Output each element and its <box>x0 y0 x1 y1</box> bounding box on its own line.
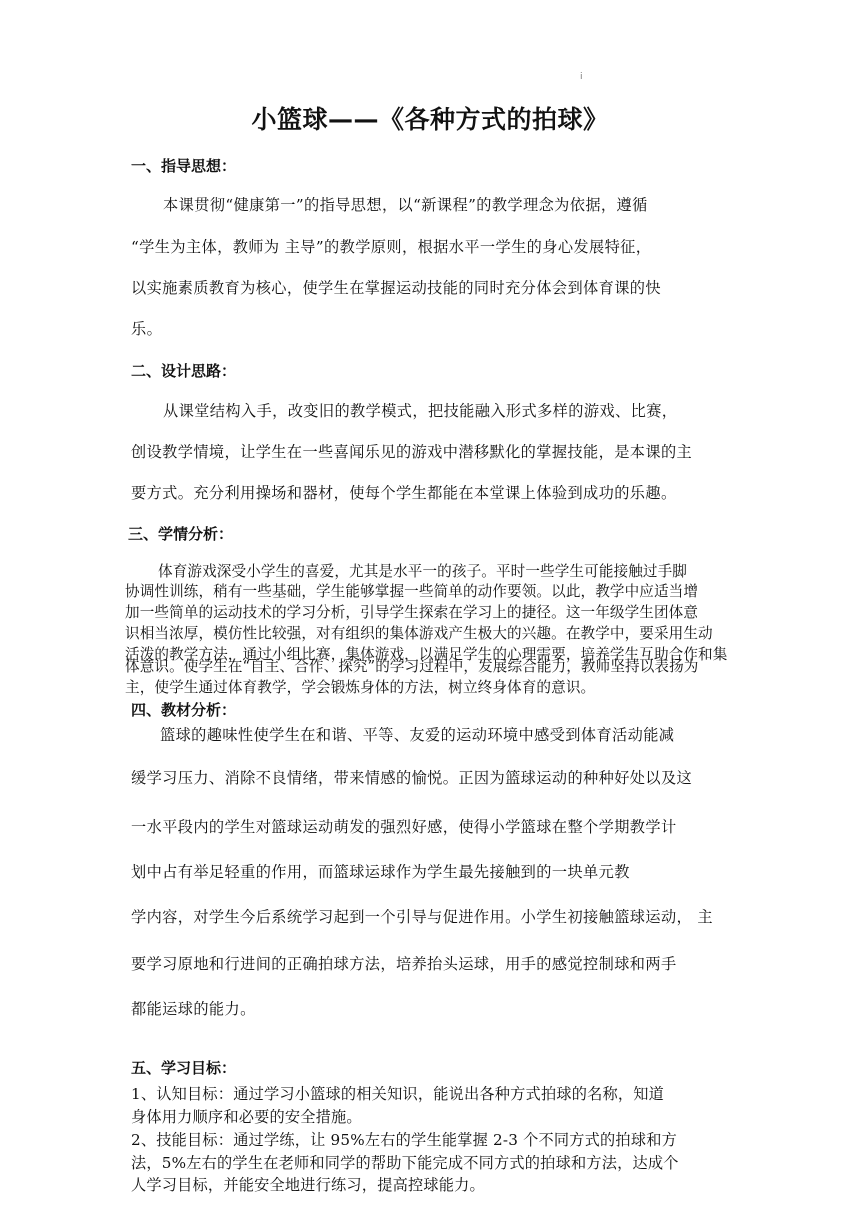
paragraph-line: 要学习原地和行进间的正确拍球方法，培养抬头运球，用手的感觉控制球和两手 <box>131 955 677 973</box>
paragraph-line: 以实施素质教育为核心，使学生在掌握运动技能的同时充分体会到体育课的快 <box>131 279 661 297</box>
paragraph-line: 篮球的趣味性使学生在和谐、平等、友爱的运动环境中感受到体育活动能减 <box>160 726 675 744</box>
paragraph-line: 创设教学情境，让学生在一些喜闻乐见的游戏中潜移默化的掌握技能，是本课的主 <box>131 443 693 461</box>
paragraph-line: 从课堂结构入手，改变旧的教学模式，把技能融入形式多样的游戏、比赛， <box>163 402 678 420</box>
paragraph-line: 学内容，对学生今后系统学习起到一个引导与促进作用。小学生初接触篮球运动， 主 <box>131 908 713 926</box>
section-heading-guiding-thought: 一、指导思想： <box>131 157 237 175</box>
paragraph-line: 识相当浓厚，模仿性比较强，对有组织的集体游戏产生极大的兴趣。在教学中，要采用生动 <box>125 625 713 642</box>
paragraph-line: 协调性训练，稍有一些基础，学生能够掌握一些简单的动作要领。以此，教学中应适当增 <box>125 583 699 600</box>
section-heading-material-analysis: 四、教材分析： <box>131 701 237 719</box>
goal-line: 身体用力顺序和必要的安全措施。 <box>131 1108 362 1126</box>
goal-line: 1、认知目标：通过学习小篮球的相关知识，能说出各种方式拍球的名称，知道 <box>131 1085 665 1103</box>
paragraph-line: 乐。 <box>131 320 163 338</box>
document-title: 小篮球——《各种方式的拍球》 <box>251 105 609 134</box>
goal-line: 法，5%左右的学生在老师和同学的帮助下能完成不同方式的拍球和方法，达成个 <box>131 1154 679 1172</box>
paragraph-line: 加一些简单的运动技术的学习分析，引导学生探索在学习上的捷径。这一年级学生团体意 <box>125 604 699 621</box>
paragraph-line: 一水平段内的学生对篮球运动萌发的强烈好感，使得小学篮球在整个学期教学计 <box>131 818 677 836</box>
section-heading-learner-analysis: 三、学情分析： <box>128 525 234 543</box>
paragraph-line: 主，使学生通过体育教学，学会锻炼身体的方法，树立终身体育的意识。 <box>125 679 596 696</box>
paragraph-line: 体育游戏深受小学生的喜爱，尤其是水平一的孩子。平时一些学生可能接触过手脚 <box>158 563 687 580</box>
paragraph-line: 缓学习压力、消除不良情绪，带来情感的愉悦。正因为篮球运动的种种好处以及这 <box>131 769 693 787</box>
section-heading-learning-goals: 五、学习目标： <box>131 1059 237 1077</box>
paragraph-line: 本课贯彻“健康第一”的指导思想，以“新课程”的教学理念为依据，遵循 <box>163 196 648 214</box>
paragraph-line: 要方式。充分利用操场和器材，使每个学生都能在本堂课上体验到成功的乐趣。 <box>131 484 677 502</box>
paragraph-line: 都能运球的能力。 <box>131 1000 256 1018</box>
paragraph-line: 活泼的教学方法，通过小组比赛，集体游戏，以满足学生的心理需要，培养学生互助合作和集 <box>125 646 728 663</box>
goal-line: 人学习目标，并能安全地进行练习，提高控球能力。 <box>131 1176 485 1194</box>
page-mark: i <box>580 72 583 82</box>
goal-line: 2、技能目标：通过学练，让 95%左右的学生能掌握 2-3 个不同方式的拍球和方 <box>131 1131 677 1149</box>
paragraph-line: 划中占有举足轻重的作用，而篮球运球作为学生最先接触到的一块单元教 <box>131 863 630 881</box>
paragraph-line: 体意识。使学生在“自主、合作、探究”的学习过程中，发展综合能力，教师坚持以表扬为 <box>125 658 699 675</box>
paragraph-line: “学生为主体，教师为 主导”的教学原则，根据水平一学生的身心发展特征， <box>131 238 652 256</box>
section-heading-design-idea: 二、设计思路： <box>131 362 237 380</box>
